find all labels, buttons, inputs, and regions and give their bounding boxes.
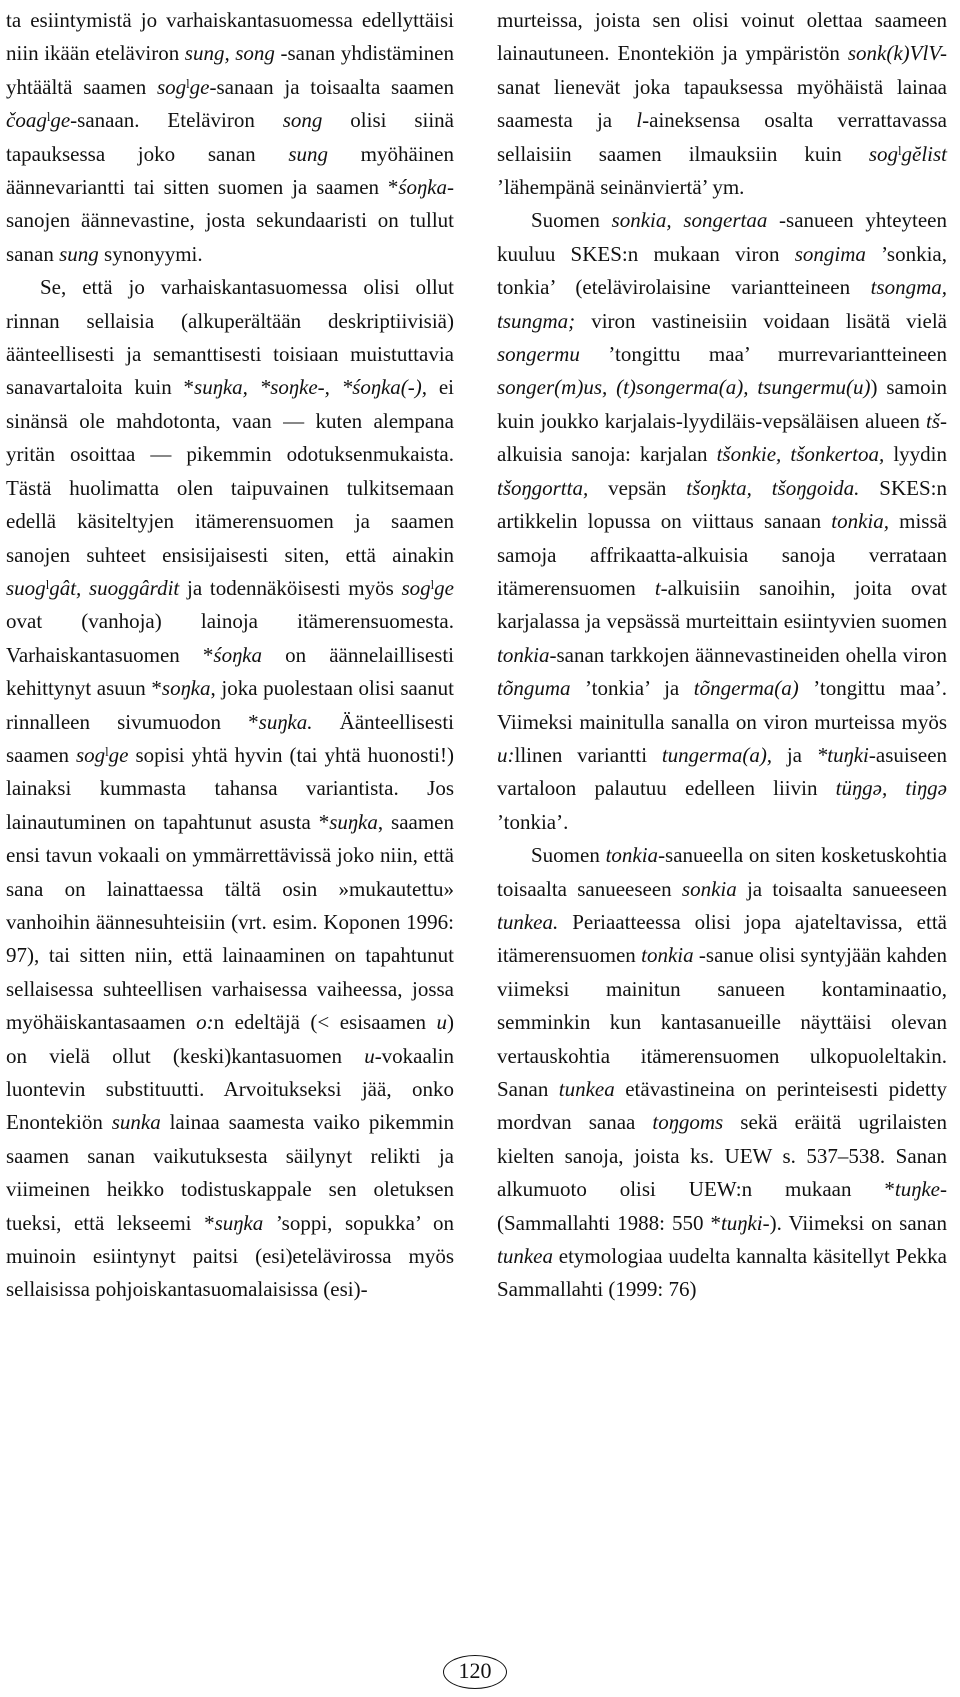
italic-term: o: (196, 1010, 214, 1035)
italic-term: čoag (6, 108, 47, 133)
italic-term: sung (288, 141, 328, 166)
italic-term: songer(m)us, (t)songerma(a), tsungermu(u) (497, 375, 871, 400)
italic-term: śoŋka (398, 175, 447, 200)
text-run: synonyymi. (98, 241, 203, 266)
italic-term: tõngerma(a) (693, 676, 799, 701)
italic-term: sung, song (184, 41, 275, 66)
italic-term: song (282, 108, 323, 133)
text-run: lyydin (884, 442, 948, 467)
text-run: ˡ (186, 74, 190, 99)
text-run: ’sonkia, tonkia’ (etelävirolaisine variantteineen (497, 241, 947, 300)
text-run: lainaa saamesta vaiko pikemmin saamen sanan vaikutuksesta säilynyt relikti ja viimeinen heikko todistuskappale sen oletuksen tueksi, että lekseemi * (6, 1110, 454, 1235)
italic-term: u: (497, 742, 515, 767)
italic-term: suŋka. (258, 709, 313, 734)
italic-term: gât, suoggârdit (49, 575, 180, 600)
italic-term: suog (6, 575, 46, 600)
text-run: vepsän (588, 475, 687, 500)
italic-term: tunkea (497, 1244, 553, 1269)
text-run: ei sinänsä ole mahdotonta, vaan — kuten alempana yritän osoittaa — pikemmin odotuksenmukaista. Tästä huolimatta olen taipuvainen tulkitsemaan edellä käsiteltyjen itämerensuomen ja saamen sanojen suhteet ensisijaisesti siten, että ainakin (6, 375, 455, 567)
text-run: -sanueen yhteyteen kuuluu SKES:n mukaan viron (497, 208, 947, 266)
text-run: ’tonkia’ ja (570, 676, 694, 701)
italic-term: tungerma(a), (661, 742, 773, 767)
text-run: Se, että jo varhaiskantasuomessa olisi ollut rinnan sellaisia (alkuperältään deskriptiivisiä) äänteellisesti ja semanttisesti toisiaan muistuttavia sanavartaloita kuin * (6, 275, 454, 400)
text-run: n edeltäjä (< esisaamen (213, 1010, 437, 1035)
italic-term: tunkea. (497, 909, 559, 934)
text-run: ˡ (46, 108, 51, 133)
text-run: ja (772, 742, 817, 767)
text-run: etymologiaa uudelta kannalta käsitellyt Pekka Sammallahti (1999: 76) (497, 1244, 947, 1302)
italic-term: śoŋka (213, 642, 263, 667)
text-run: -sanan yhdistäminen yhtäältä saamen (6, 41, 454, 99)
text-run: -sanaan. Eteläviron (70, 108, 283, 133)
italic-term: sonkia, songertaa (611, 208, 768, 233)
text-run: ˡ (45, 575, 50, 600)
italic-term: soŋka (161, 676, 211, 701)
italic-term: suŋka (329, 809, 378, 834)
text-run: ja todennäköisesti myös (179, 575, 402, 600)
text-run: viron vastineisiin voidaan lisätä vielä (575, 308, 947, 333)
text-run: -sanojen äännevastine, josta sekundaaristi on tullut sanan (6, 175, 454, 266)
text-run: ta esiintymistä jo varhaiskantasuomessa edellyttäisi niin ikään eteläviron (6, 8, 454, 66)
text-run: Äänteellisesti saamen (6, 709, 454, 767)
text-run: -sanaan ja toisaalta saamen (209, 74, 454, 99)
italic-term: tonkia (605, 843, 659, 868)
text-run: , joka puolestaan olisi saanut rinnalleen sivumuodon * (6, 676, 454, 734)
italic-term: sog (868, 141, 898, 166)
italic-term: tš (925, 408, 940, 433)
text-run: on äännelaillisesti kehittynyt asuun * (6, 642, 454, 701)
italic-term: l (636, 108, 643, 133)
page-number: 120 (458, 1658, 492, 1683)
text-run: Suomen (531, 208, 612, 233)
italic-term: ge (434, 575, 454, 600)
italic-term: tonkia (497, 642, 550, 667)
italic-term: u (436, 1010, 448, 1035)
paragraph (497, 204, 947, 839)
paragraph (497, 4, 947, 204)
italic-term: tuŋki- (720, 1210, 770, 1235)
italic-term: tonkia (641, 943, 694, 968)
italic-term: t (654, 575, 661, 600)
italic-term: songermu (497, 342, 580, 367)
text-run: ˡ (430, 575, 435, 600)
italic-term: tunkea (558, 1077, 615, 1101)
text-run: missä samoja affrikaatta-alkuisia sanoja verrataan itämerensuomen (497, 509, 947, 600)
text-run: ). Viimeksi on sanan (769, 1210, 947, 1235)
italic-term: suŋka, *soŋke-, *śoŋka(-), (194, 375, 428, 400)
text-run: ) on vielä ollut (keski)kantasuomen (6, 1010, 455, 1068)
italic-term: tšonkie, tšonkertoa, (716, 442, 885, 467)
italic-term: tšoŋkta, tšoŋgoida. (686, 475, 860, 500)
text-run: ’lähempänä seinänviertä’ ym. (497, 175, 745, 200)
text-run: sopisi yhtä hyvin (tai yhtä huonosti!) lainaksi kummasta tahansa variantista. Jos lainautuminen on tapahtunut asusta * (6, 742, 454, 834)
italic-term: suŋka (214, 1210, 264, 1235)
italic-term: sonk(k)VlV- (847, 41, 947, 66)
text-run: ’tongittu maa’ murrevariantteineen (579, 342, 947, 367)
text-run: ) samoin kuin joukko karjalais-lyydiläis-vepsäläisen alueen (497, 375, 948, 433)
text-run: ’tongittu maa’. Viimeksi mainitulla sanalla on viron murteissa myös (497, 676, 947, 734)
text-run: -sanan tarkkojen äännevastineiden ohella viron (549, 642, 947, 667)
italic-term: sog (156, 74, 187, 99)
text-run: Periaatteessa olisi jopa ajateltavissa, että itämerensuomen (497, 909, 947, 968)
italic-term: sunka (111, 1110, 161, 1135)
text-run: (Sammallahti 1988: 550 * (497, 1210, 721, 1235)
text-run: murteissa, joista sen olisi voinut olettaa saameen lainautuneen. Enontekiön ja ympäristön (497, 8, 947, 66)
text-run: SKES:n artikkelin lopussa on viittaus sanaan (497, 475, 947, 534)
italic-term: tõnguma (497, 676, 571, 701)
text-run: myöhäinen äännevariantti tai sitten suomen ja saamen * (6, 141, 454, 200)
italic-term: sog (401, 575, 431, 600)
left-text-column (6, 4, 454, 1307)
text-run: ˡ (898, 141, 902, 166)
text-run: -aineksensa osalta verrattavassa sellaisiin saamen ilmauksiin kuin (497, 108, 947, 166)
paragraph (6, 4, 454, 271)
paragraph (497, 839, 947, 1307)
text-run: ovat (vanhoja) lainoja itämerensuomesta. Varhaiskantasuomen * (6, 609, 454, 667)
text-run: Suomen (531, 843, 606, 868)
text-run: -asuiseen vartaloon palautuu edelleen liivin (497, 742, 948, 801)
text-run: olisi siinä tapauksessa joko sanan (6, 108, 454, 166)
text-run: ’tonkia’. (497, 809, 569, 834)
italic-term: sung (59, 241, 99, 266)
italic-term: ge (50, 108, 71, 133)
text-run: etävastineina on perinteisesti pidetty mordvan sanaa (497, 1077, 947, 1135)
paragraph (6, 271, 454, 1307)
text-run: sekä eräitä ugrilaisten kielten sanoja, joista ks. UEW s. 537–538. Sanan alkumuoto olisi UEW:n mukaan * (497, 1110, 947, 1202)
text-run: -sanueella on siten kosketuskohtia toisaalta sanueeseen (497, 843, 947, 901)
text-run: sanat lienevät joka tapauksessa myöhäistä lainaa saamesta ja (497, 74, 947, 133)
page-number-badge (443, 1655, 507, 1689)
text-run: ’soppi, sopukka’ on muinoin esiintynyt paitsi (esi)etelävirossa myös sellaisissa pohjoiskantasuomalaisissa (esi)- (6, 1210, 454, 1302)
text-run: -vokaalin luontevin substituutti. Arvoitukseksi jää, onko Enontekiön (6, 1043, 454, 1135)
right-text-column (497, 4, 947, 1307)
text-run: ja toisaalta sanueeseen (736, 876, 947, 901)
italic-term: songima (794, 241, 866, 266)
italic-term: tsongma, tsungma; (497, 275, 947, 333)
text-run: , saamen ensi tavun vokaali on ymmärrettävissä joko niin, että sana on lainattaessa tältä osin »mukautettu» vanhoihin äännesuhteisiin (vrt. esim. Koponen 1996: 97), tai sitten niin, että lainaaminen on tapahtunut sellaisessa suhteellisen varhaisessa vaiheessa, jossa myöhäiskantasaamen (6, 809, 454, 1035)
italic-term: ge (189, 74, 210, 99)
italic-term: tšoŋgortta, (497, 475, 589, 500)
italic-term: gĕlist (901, 141, 947, 166)
italic-term: u (364, 1043, 375, 1068)
text-run: -alkuisia sanoja: karjalan (497, 408, 947, 467)
text-run: ˡ (105, 742, 109, 767)
italic-term: *tuŋki (816, 742, 869, 767)
italic-term: ge (108, 742, 129, 767)
italic-term: toŋgoms (652, 1110, 724, 1135)
italic-term: tuŋke- (894, 1177, 947, 1202)
italic-term: tüŋgə, tiŋgə (835, 776, 947, 801)
text-run: llinen variantti (514, 742, 662, 767)
italic-term: sog (75, 742, 106, 767)
italic-term: tonkia, (831, 509, 889, 534)
italic-term: sonkia (681, 876, 737, 901)
text-run: -sanue olisi syntyjään kahden viimeksi mainitun sanueen kontaminaatio, semminkin kun kantasanueille näyttäisi olevan vertauskohtia itämerensuomen ulkopuoleltakin. Sanan (497, 943, 947, 1101)
text-run: -alkuisiin sanoihin, joita ovat karjalassa ja vepsässä murteittain esiintyvien suomen (497, 575, 947, 634)
